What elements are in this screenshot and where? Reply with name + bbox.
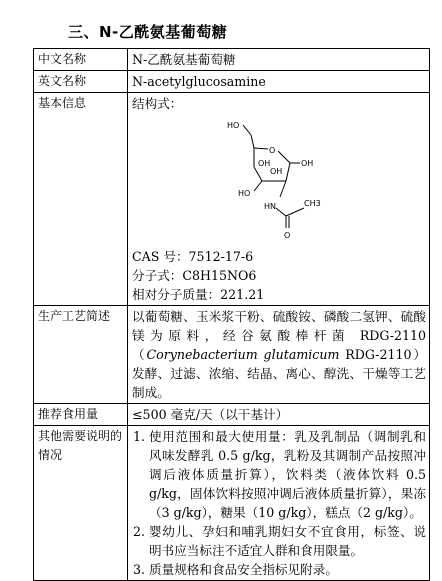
list-item: 2. 婴幼儿、孕妇和哺乳期妇女不宜食用，标签、说明书应当标注不适宜人群和食用限量。 <box>149 522 426 560</box>
notes-list <box>132 427 426 579</box>
molecular-formula: 分子式：C8H15NO6 <box>132 268 257 283</box>
intake-label: 推荐食用量 <box>34 404 128 426</box>
structure-label: 结构式： <box>132 96 183 111</box>
atom-ring-o: O <box>269 146 276 155</box>
table-row <box>34 71 430 93</box>
basic-info-label: 基本信息 <box>34 93 128 306</box>
process-text-2: RDG-2110）发酵、过滤、浓缩、结晶、离心、醇洗、干燥等工艺制成。 <box>132 347 426 400</box>
cas-number: CAS 号：7512-17-6 <box>132 249 254 264</box>
atom-ho-top: HO <box>227 121 240 130</box>
structural-formula-drawing <box>224 113 324 243</box>
atom-methyl: CH3 <box>304 199 321 208</box>
structural-formula <box>132 113 426 247</box>
atom-oh-2: OH <box>270 167 283 176</box>
list-item: 1. 使用范围和最大使用量：乳及乳制品（调制乳和风味发酵乳 0.5 g/kg，乳粉及其调制产品按照冲调后液体质量折算），饮料类（液体饮料 0.5 g/kg，固体饮料按照冲调后液体质量折算），果冻（3 g/kg），糖果（10 g/kg），糕点（2 g/kg）。 <box>149 427 426 522</box>
en-name-label: 英文名称 <box>34 71 128 93</box>
process-text-1: 以葡萄糖、玉米浆干粉、硫酸铵、磷酸二氢钾、硫酸镁为原料，经谷氨酸棒杆菌 RDG-2110（ <box>132 309 426 362</box>
cn-name-label: 中文名称 <box>34 49 128 71</box>
en-name-value: N-acetylglucosamine <box>128 71 430 93</box>
info-table <box>33 48 430 581</box>
table-row <box>34 306 430 404</box>
atom-oh-anomeric: OH <box>301 159 314 168</box>
table-row <box>34 49 430 71</box>
process-value <box>128 306 430 404</box>
other-notes-label: 其他需要说明的情况 <box>34 426 128 581</box>
basic-info-value <box>128 93 430 306</box>
table-row <box>34 426 430 581</box>
atom-oh-1: OH <box>258 159 271 168</box>
list-item: 3. 质量规格和食品安全指标见附录。 <box>149 560 426 579</box>
atom-carbonyl-o: O <box>284 231 291 240</box>
molecular-weight: 相对分子质量：221.21 <box>132 287 265 302</box>
cn-name-value: N-乙酰氨基葡萄糖 <box>128 49 430 71</box>
process-label: 生产工艺简述 <box>34 306 128 404</box>
page-title: 三、N-乙酰氨基葡萄糖 <box>68 23 228 41</box>
intake-value: ≤500 毫克/天（以干基计） <box>128 404 430 426</box>
other-notes-value <box>128 426 430 581</box>
atom-nh: HN <box>264 202 276 211</box>
process-species: Corynebacterium glutamicum <box>146 347 340 362</box>
table-row <box>34 404 430 426</box>
table-row <box>34 93 430 306</box>
atom-ho-bottom: HO <box>238 189 251 198</box>
